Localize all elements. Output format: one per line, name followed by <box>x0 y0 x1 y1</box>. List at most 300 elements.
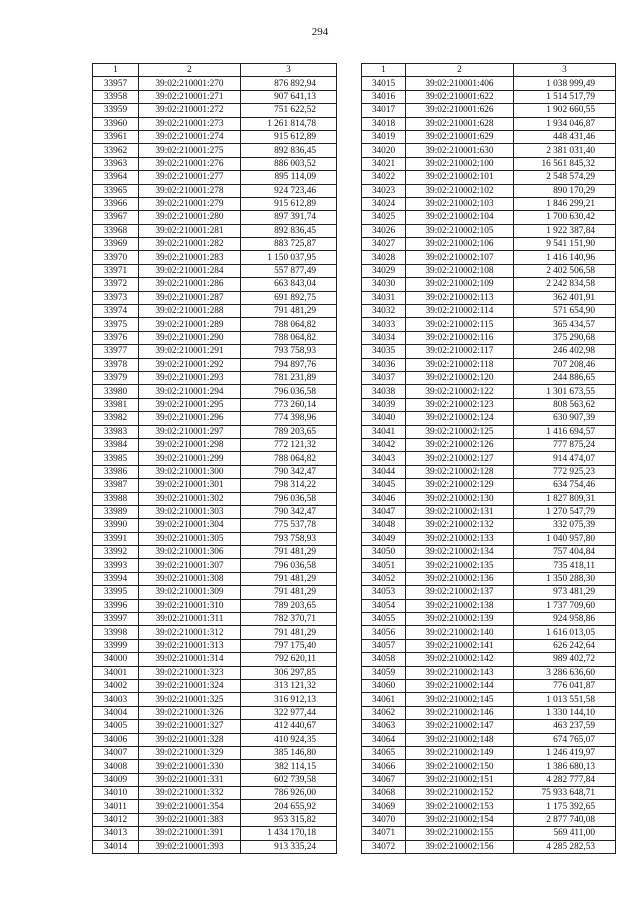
table-row <box>362 211 616 224</box>
cadastral-number-cell: 39:02:210002:102 <box>406 184 514 197</box>
row-number-cell: 34044 <box>362 465 406 478</box>
cadastral-number-cell: 39:02:210002:113 <box>406 291 514 304</box>
register-table-left <box>92 63 337 854</box>
table-row <box>93 532 337 545</box>
table-row <box>93 492 337 505</box>
cadastral-value-cell: 1 330 144,10 <box>514 706 616 719</box>
cadastral-number-cell: 39:02:210002:105 <box>406 224 514 237</box>
table-row <box>362 291 616 304</box>
table-row <box>362 412 616 425</box>
cadastral-number-cell: 39:02:210001:275 <box>139 144 241 157</box>
row-number-cell: 33995 <box>93 586 139 599</box>
cadastral-value-cell: 2 402 506,58 <box>514 264 616 277</box>
cadastral-number-cell: 39:02:210002:120 <box>406 371 514 384</box>
cadastral-value-cell: 630 907,39 <box>514 412 616 425</box>
cadastral-value-cell: 776 041,87 <box>514 679 616 692</box>
cadastral-value-cell: 791 481,29 <box>241 572 337 585</box>
row-number-cell: 33960 <box>93 117 139 130</box>
cadastral-number-cell: 39:02:210002:129 <box>406 479 514 492</box>
table-row <box>362 452 616 465</box>
cadastral-value-cell: 1 416 694,57 <box>514 425 616 438</box>
table-row <box>93 238 337 251</box>
row-number-cell: 33971 <box>93 264 139 277</box>
cadastral-value-cell: 365 434,57 <box>514 318 616 331</box>
row-number-cell: 34039 <box>362 398 406 411</box>
cadastral-value-cell: 2 877 740,08 <box>514 813 616 826</box>
table-row <box>93 505 337 518</box>
table-row <box>93 130 337 143</box>
cadastral-value-cell: 322 977,44 <box>241 706 337 719</box>
cadastral-number-cell: 39:02:210001:306 <box>139 546 241 559</box>
table-row <box>93 679 337 692</box>
row-number-cell: 34051 <box>362 559 406 572</box>
table-row <box>362 653 616 666</box>
row-number-cell: 34069 <box>362 800 406 813</box>
row-number-cell: 34004 <box>93 706 139 719</box>
row-number-cell: 34010 <box>93 787 139 800</box>
row-number-cell: 34046 <box>362 492 406 505</box>
row-number-cell: 34059 <box>362 666 406 679</box>
table-row <box>362 385 616 398</box>
cadastral-value-cell: 791 481,29 <box>241 546 337 559</box>
cadastral-number-cell: 39:02:210001:324 <box>139 679 241 692</box>
row-number-cell: 33993 <box>93 559 139 572</box>
row-number-cell: 33961 <box>93 130 139 143</box>
cadastral-value-cell: 1 434 170,18 <box>241 827 337 840</box>
cadastral-number-cell: 39:02:210002:155 <box>406 827 514 840</box>
table-row <box>93 224 337 237</box>
row-number-cell: 33966 <box>93 197 139 210</box>
table-row <box>362 760 616 773</box>
row-number-cell: 34041 <box>362 425 406 438</box>
cadastral-number-cell: 39:02:210001:286 <box>139 278 241 291</box>
row-number-cell: 33962 <box>93 144 139 157</box>
cadastral-value-cell: 915 612,89 <box>241 197 337 210</box>
row-number-cell: 33991 <box>93 532 139 545</box>
cadastral-number-cell: 39:02:210001:622 <box>406 90 514 103</box>
cadastral-number-cell: 39:02:210002:132 <box>406 519 514 532</box>
cadastral-number-cell: 39:02:210001:278 <box>139 184 241 197</box>
cadastral-number-cell: 39:02:210002:145 <box>406 693 514 706</box>
cadastral-value-cell: 569 411,00 <box>514 827 616 840</box>
cadastral-value-cell: 246 402,98 <box>514 345 616 358</box>
table-row <box>93 345 337 358</box>
cadastral-value-cell: 794 897,76 <box>241 358 337 371</box>
cadastral-number-cell: 39:02:210001:393 <box>139 840 241 853</box>
table-row <box>93 613 337 626</box>
cadastral-number-cell: 39:02:210001:313 <box>139 639 241 652</box>
row-number-cell: 33980 <box>93 385 139 398</box>
table-row <box>362 813 616 826</box>
cadastral-number-cell: 39:02:210002:123 <box>406 398 514 411</box>
cadastral-value-cell: 1 700 630,42 <box>514 211 616 224</box>
cadastral-number-cell: 39:02:210001:629 <box>406 130 514 143</box>
cadastral-number-cell: 39:02:210002:149 <box>406 746 514 759</box>
table-row <box>362 264 616 277</box>
table-row <box>362 358 616 371</box>
table-row <box>93 840 337 853</box>
table-row <box>362 90 616 103</box>
cadastral-value-cell: 75 933 648,71 <box>514 787 616 800</box>
cadastral-value-cell: 4 282 777,84 <box>514 773 616 786</box>
cadastral-number-cell: 39:02:210002:118 <box>406 358 514 371</box>
cadastral-number-cell: 39:02:210002:131 <box>406 505 514 518</box>
cadastral-number-cell: 39:02:210001:273 <box>139 117 241 130</box>
cadastral-number-cell: 39:02:210001:309 <box>139 586 241 599</box>
table-row <box>93 760 337 773</box>
cadastral-number-cell: 39:02:210001:292 <box>139 358 241 371</box>
column-header: 2 <box>406 64 514 77</box>
table-row <box>362 666 616 679</box>
table-row <box>362 532 616 545</box>
cadastral-value-cell: 306 297,85 <box>241 666 337 679</box>
cadastral-value-cell: 1 350 288,30 <box>514 572 616 585</box>
cadastral-value-cell: 1 386 680,13 <box>514 760 616 773</box>
cadastral-number-cell: 39:02:210002:114 <box>406 305 514 318</box>
table-row <box>93 438 337 451</box>
table-row <box>93 813 337 826</box>
cadastral-number-cell: 39:02:210001:282 <box>139 238 241 251</box>
table-row <box>362 117 616 130</box>
table-row <box>362 639 616 652</box>
table-row <box>93 264 337 277</box>
cadastral-value-cell: 915 612,89 <box>241 130 337 143</box>
cadastral-number-cell: 39:02:210002:142 <box>406 653 514 666</box>
row-number-cell: 34009 <box>93 773 139 786</box>
cadastral-value-cell: 890 170,29 <box>514 184 616 197</box>
row-number-cell: 34056 <box>362 626 406 639</box>
row-number-cell: 34070 <box>362 813 406 826</box>
table-row <box>362 572 616 585</box>
row-number-cell: 33985 <box>93 452 139 465</box>
table-row <box>93 412 337 425</box>
cadastral-number-cell: 39:02:210002:130 <box>406 492 514 505</box>
row-number-cell: 33987 <box>93 479 139 492</box>
table-row <box>93 653 337 666</box>
table-row <box>362 171 616 184</box>
table-row <box>362 546 616 559</box>
cadastral-number-cell: 39:02:210002:125 <box>406 425 514 438</box>
cadastral-number-cell: 39:02:210001:326 <box>139 706 241 719</box>
cadastral-value-cell: 796 036,58 <box>241 559 337 572</box>
row-number-cell: 34049 <box>362 532 406 545</box>
table-row <box>93 720 337 733</box>
cadastral-value-cell: 385 146,80 <box>241 746 337 759</box>
cadastral-value-cell: 9 541 151,90 <box>514 238 616 251</box>
table-row <box>362 626 616 639</box>
cadastral-value-cell: 790 342,47 <box>241 465 337 478</box>
cadastral-number-cell: 39:02:210001:307 <box>139 559 241 572</box>
cadastral-number-cell: 39:02:210002:127 <box>406 452 514 465</box>
register-table-right <box>361 63 616 854</box>
cadastral-number-cell: 39:02:210001:279 <box>139 197 241 210</box>
cadastral-value-cell: 791 481,29 <box>241 586 337 599</box>
cadastral-number-cell: 39:02:210001:323 <box>139 666 241 679</box>
cadastral-value-cell: 781 231,89 <box>241 371 337 384</box>
row-number-cell: 33957 <box>93 77 139 90</box>
cadastral-number-cell: 39:02:210002:138 <box>406 599 514 612</box>
row-number-cell: 33969 <box>93 238 139 251</box>
cadastral-number-cell: 39:02:210001:304 <box>139 519 241 532</box>
cadastral-value-cell: 796 036,58 <box>241 385 337 398</box>
row-number-cell: 34040 <box>362 412 406 425</box>
row-number-cell: 34064 <box>362 733 406 746</box>
cadastral-number-cell: 39:02:210001:303 <box>139 505 241 518</box>
row-number-cell: 34032 <box>362 305 406 318</box>
cadastral-value-cell: 886 003,52 <box>241 157 337 170</box>
row-number-cell: 34072 <box>362 840 406 853</box>
table-row <box>93 157 337 170</box>
row-number-cell: 34011 <box>93 800 139 813</box>
cadastral-value-cell: 989 402,72 <box>514 653 616 666</box>
cadastral-number-cell: 39:02:210001:331 <box>139 773 241 786</box>
table-row <box>362 613 616 626</box>
cadastral-value-cell: 382 114,15 <box>241 760 337 773</box>
cadastral-number-cell: 39:02:210001:383 <box>139 813 241 826</box>
cadastral-value-cell: 691 892,75 <box>241 291 337 304</box>
cadastral-number-cell: 39:02:210001:294 <box>139 385 241 398</box>
cadastral-value-cell: 789 203,65 <box>241 425 337 438</box>
cadastral-number-cell: 39:02:210002:154 <box>406 813 514 826</box>
cadastral-number-cell: 39:02:210001:274 <box>139 130 241 143</box>
cadastral-number-cell: 39:02:210001:289 <box>139 318 241 331</box>
table-row <box>362 505 616 518</box>
table-row <box>93 452 337 465</box>
table-row <box>93 519 337 532</box>
row-number-cell: 33963 <box>93 157 139 170</box>
cadastral-number-cell: 39:02:210002:151 <box>406 773 514 786</box>
cadastral-number-cell: 39:02:210002:137 <box>406 586 514 599</box>
row-number-cell: 33988 <box>93 492 139 505</box>
table-row <box>93 398 337 411</box>
cadastral-value-cell: 1 175 392,65 <box>514 800 616 813</box>
cadastral-value-cell: 914 474,07 <box>514 452 616 465</box>
table-row <box>362 371 616 384</box>
row-number-cell: 34022 <box>362 171 406 184</box>
cadastral-number-cell: 39:02:210001:332 <box>139 787 241 800</box>
table-row <box>93 599 337 612</box>
cadastral-number-cell: 39:02:210001:277 <box>139 171 241 184</box>
table-row <box>362 840 616 853</box>
cadastral-value-cell: 772 925,23 <box>514 465 616 478</box>
table-row <box>362 425 616 438</box>
table-row <box>93 479 337 492</box>
cadastral-value-cell: 2 548 574,29 <box>514 171 616 184</box>
row-number-cell: 34048 <box>362 519 406 532</box>
cadastral-value-cell: 1 934 046,87 <box>514 117 616 130</box>
row-number-cell: 34065 <box>362 746 406 759</box>
cadastral-value-cell: 897 391,74 <box>241 211 337 224</box>
table-row <box>362 77 616 90</box>
cadastral-number-cell: 39:02:210002:103 <box>406 197 514 210</box>
row-number-cell: 33965 <box>93 184 139 197</box>
row-number-cell: 34061 <box>362 693 406 706</box>
cadastral-value-cell: 793 758,93 <box>241 532 337 545</box>
cadastral-value-cell: 313 121,32 <box>241 679 337 692</box>
cadastral-value-cell: 1 150 037,95 <box>241 251 337 264</box>
column-header: 1 <box>362 64 406 77</box>
table-row <box>93 104 337 117</box>
cadastral-value-cell: 1 846 299,21 <box>514 197 616 210</box>
cadastral-value-cell: 1 038 999,49 <box>514 77 616 90</box>
cadastral-number-cell: 39:02:210001:327 <box>139 720 241 733</box>
row-number-cell: 34054 <box>362 599 406 612</box>
table-row <box>93 171 337 184</box>
row-number-cell: 34015 <box>362 77 406 90</box>
table-row <box>93 318 337 331</box>
cadastral-number-cell: 39:02:210001:288 <box>139 305 241 318</box>
cadastral-number-cell: 39:02:210002:124 <box>406 412 514 425</box>
row-number-cell: 33977 <box>93 345 139 358</box>
cadastral-value-cell: 1 902 660,55 <box>514 104 616 117</box>
table-row <box>93 787 337 800</box>
table-row <box>362 492 616 505</box>
row-number-cell: 33974 <box>93 305 139 318</box>
table-row <box>93 184 337 197</box>
row-number-cell: 34007 <box>93 746 139 759</box>
table-row <box>93 706 337 719</box>
cadastral-number-cell: 39:02:210001:302 <box>139 492 241 505</box>
table-row <box>362 197 616 210</box>
cadastral-value-cell: 786 926,00 <box>241 787 337 800</box>
row-number-cell: 34038 <box>362 385 406 398</box>
cadastral-value-cell: 913 335,24 <box>241 840 337 853</box>
cadastral-number-cell: 39:02:210001:329 <box>139 746 241 759</box>
cadastral-number-cell: 39:02:210001:305 <box>139 532 241 545</box>
row-number-cell: 34002 <box>93 679 139 692</box>
table-row <box>362 706 616 719</box>
cadastral-number-cell: 39:02:210002:143 <box>406 666 514 679</box>
cadastral-number-cell: 39:02:210001:630 <box>406 144 514 157</box>
cadastral-value-cell: 571 654,90 <box>514 305 616 318</box>
cadastral-value-cell: 924 723,46 <box>241 184 337 197</box>
row-number-cell: 34066 <box>362 760 406 773</box>
cadastral-number-cell: 39:02:210001:293 <box>139 371 241 384</box>
cadastral-value-cell: 1 737 709,60 <box>514 599 616 612</box>
row-number-cell: 33978 <box>93 358 139 371</box>
cadastral-number-cell: 39:02:210001:270 <box>139 77 241 90</box>
cadastral-number-cell: 39:02:210001:271 <box>139 90 241 103</box>
cadastral-value-cell: 772 121,32 <box>241 438 337 451</box>
table-row <box>93 546 337 559</box>
cadastral-value-cell: 773 260,14 <box>241 398 337 411</box>
cadastral-value-cell: 793 758,93 <box>241 345 337 358</box>
cadastral-number-cell: 39:02:210002:100 <box>406 157 514 170</box>
table-row <box>362 733 616 746</box>
cadastral-number-cell: 39:02:210002:106 <box>406 238 514 251</box>
row-number-cell: 33984 <box>93 438 139 451</box>
table-row <box>362 599 616 612</box>
cadastral-value-cell: 1 301 673,55 <box>514 385 616 398</box>
cadastral-value-cell: 789 203,65 <box>241 599 337 612</box>
column-header: 3 <box>514 64 616 77</box>
row-number-cell: 34030 <box>362 278 406 291</box>
table-row <box>93 559 337 572</box>
row-number-cell: 34028 <box>362 251 406 264</box>
row-number-cell: 34012 <box>93 813 139 826</box>
cadastral-value-cell: 751 622,52 <box>241 104 337 117</box>
cadastral-value-cell: 332 075,39 <box>514 519 616 532</box>
cadastral-value-cell: 663 843,04 <box>241 278 337 291</box>
table-row <box>362 318 616 331</box>
cadastral-number-cell: 39:02:210002:136 <box>406 572 514 585</box>
cadastral-value-cell: 1 013 551,58 <box>514 693 616 706</box>
cadastral-number-cell: 39:02:210001:281 <box>139 224 241 237</box>
table-row <box>362 693 616 706</box>
cadastral-value-cell: 907 641,13 <box>241 90 337 103</box>
cadastral-value-cell: 892 836,45 <box>241 144 337 157</box>
row-number-cell: 34014 <box>93 840 139 853</box>
row-number-cell: 34062 <box>362 706 406 719</box>
column-header: 2 <box>139 64 241 77</box>
cadastral-number-cell: 39:02:210001:297 <box>139 425 241 438</box>
cadastral-number-cell: 39:02:210002:122 <box>406 385 514 398</box>
cadastral-number-cell: 39:02:210001:291 <box>139 345 241 358</box>
cadastral-value-cell: 796 036,58 <box>241 492 337 505</box>
table-row <box>362 238 616 251</box>
cadastral-number-cell: 39:02:210002:146 <box>406 706 514 719</box>
table-row <box>93 331 337 344</box>
row-number-cell: 33967 <box>93 211 139 224</box>
cadastral-value-cell: 735 418,11 <box>514 559 616 572</box>
cadastral-value-cell: 602 739,58 <box>241 773 337 786</box>
cadastral-value-cell: 1 922 387,84 <box>514 224 616 237</box>
cadastral-number-cell: 39:02:210001:287 <box>139 291 241 304</box>
row-number-cell: 34025 <box>362 211 406 224</box>
table-row <box>362 773 616 786</box>
row-number-cell: 34019 <box>362 130 406 143</box>
row-number-cell: 34060 <box>362 679 406 692</box>
row-number-cell: 33999 <box>93 639 139 652</box>
row-number-cell: 33973 <box>93 291 139 304</box>
row-number-cell: 33998 <box>93 626 139 639</box>
cadastral-value-cell: 774 398,96 <box>241 412 337 425</box>
table-row <box>362 787 616 800</box>
cadastral-value-cell: 1 261 814,78 <box>241 117 337 130</box>
row-number-cell: 34024 <box>362 197 406 210</box>
table-row <box>93 251 337 264</box>
cadastral-value-cell: 1 246 419,97 <box>514 746 616 759</box>
row-number-cell: 34055 <box>362 613 406 626</box>
cadastral-value-cell: 204 655,92 <box>241 800 337 813</box>
table-row <box>362 519 616 532</box>
cadastral-number-cell: 39:02:210001:330 <box>139 760 241 773</box>
table-row <box>93 425 337 438</box>
column-header: 3 <box>241 64 337 77</box>
table-row <box>362 827 616 840</box>
cadastral-value-cell: 3 286 636,60 <box>514 666 616 679</box>
cadastral-value-cell: 808 563,62 <box>514 398 616 411</box>
cadastral-value-cell: 1 616 013,05 <box>514 626 616 639</box>
row-number-cell: 34068 <box>362 787 406 800</box>
cadastral-number-cell: 39:02:210001:298 <box>139 438 241 451</box>
cadastral-number-cell: 39:02:210002:150 <box>406 760 514 773</box>
cadastral-value-cell: 892 836,45 <box>241 224 337 237</box>
row-number-cell: 33979 <box>93 371 139 384</box>
cadastral-value-cell: 788 064,82 <box>241 452 337 465</box>
row-number-cell: 34053 <box>362 586 406 599</box>
cadastral-number-cell: 39:02:210001:300 <box>139 465 241 478</box>
table-row <box>362 398 616 411</box>
row-number-cell: 33964 <box>93 171 139 184</box>
row-number-cell: 34001 <box>93 666 139 679</box>
table-row <box>93 746 337 759</box>
row-number-cell: 33959 <box>93 104 139 117</box>
row-number-cell: 33968 <box>93 224 139 237</box>
row-number-cell: 34034 <box>362 331 406 344</box>
table-row <box>362 720 616 733</box>
row-number-cell: 34042 <box>362 438 406 451</box>
